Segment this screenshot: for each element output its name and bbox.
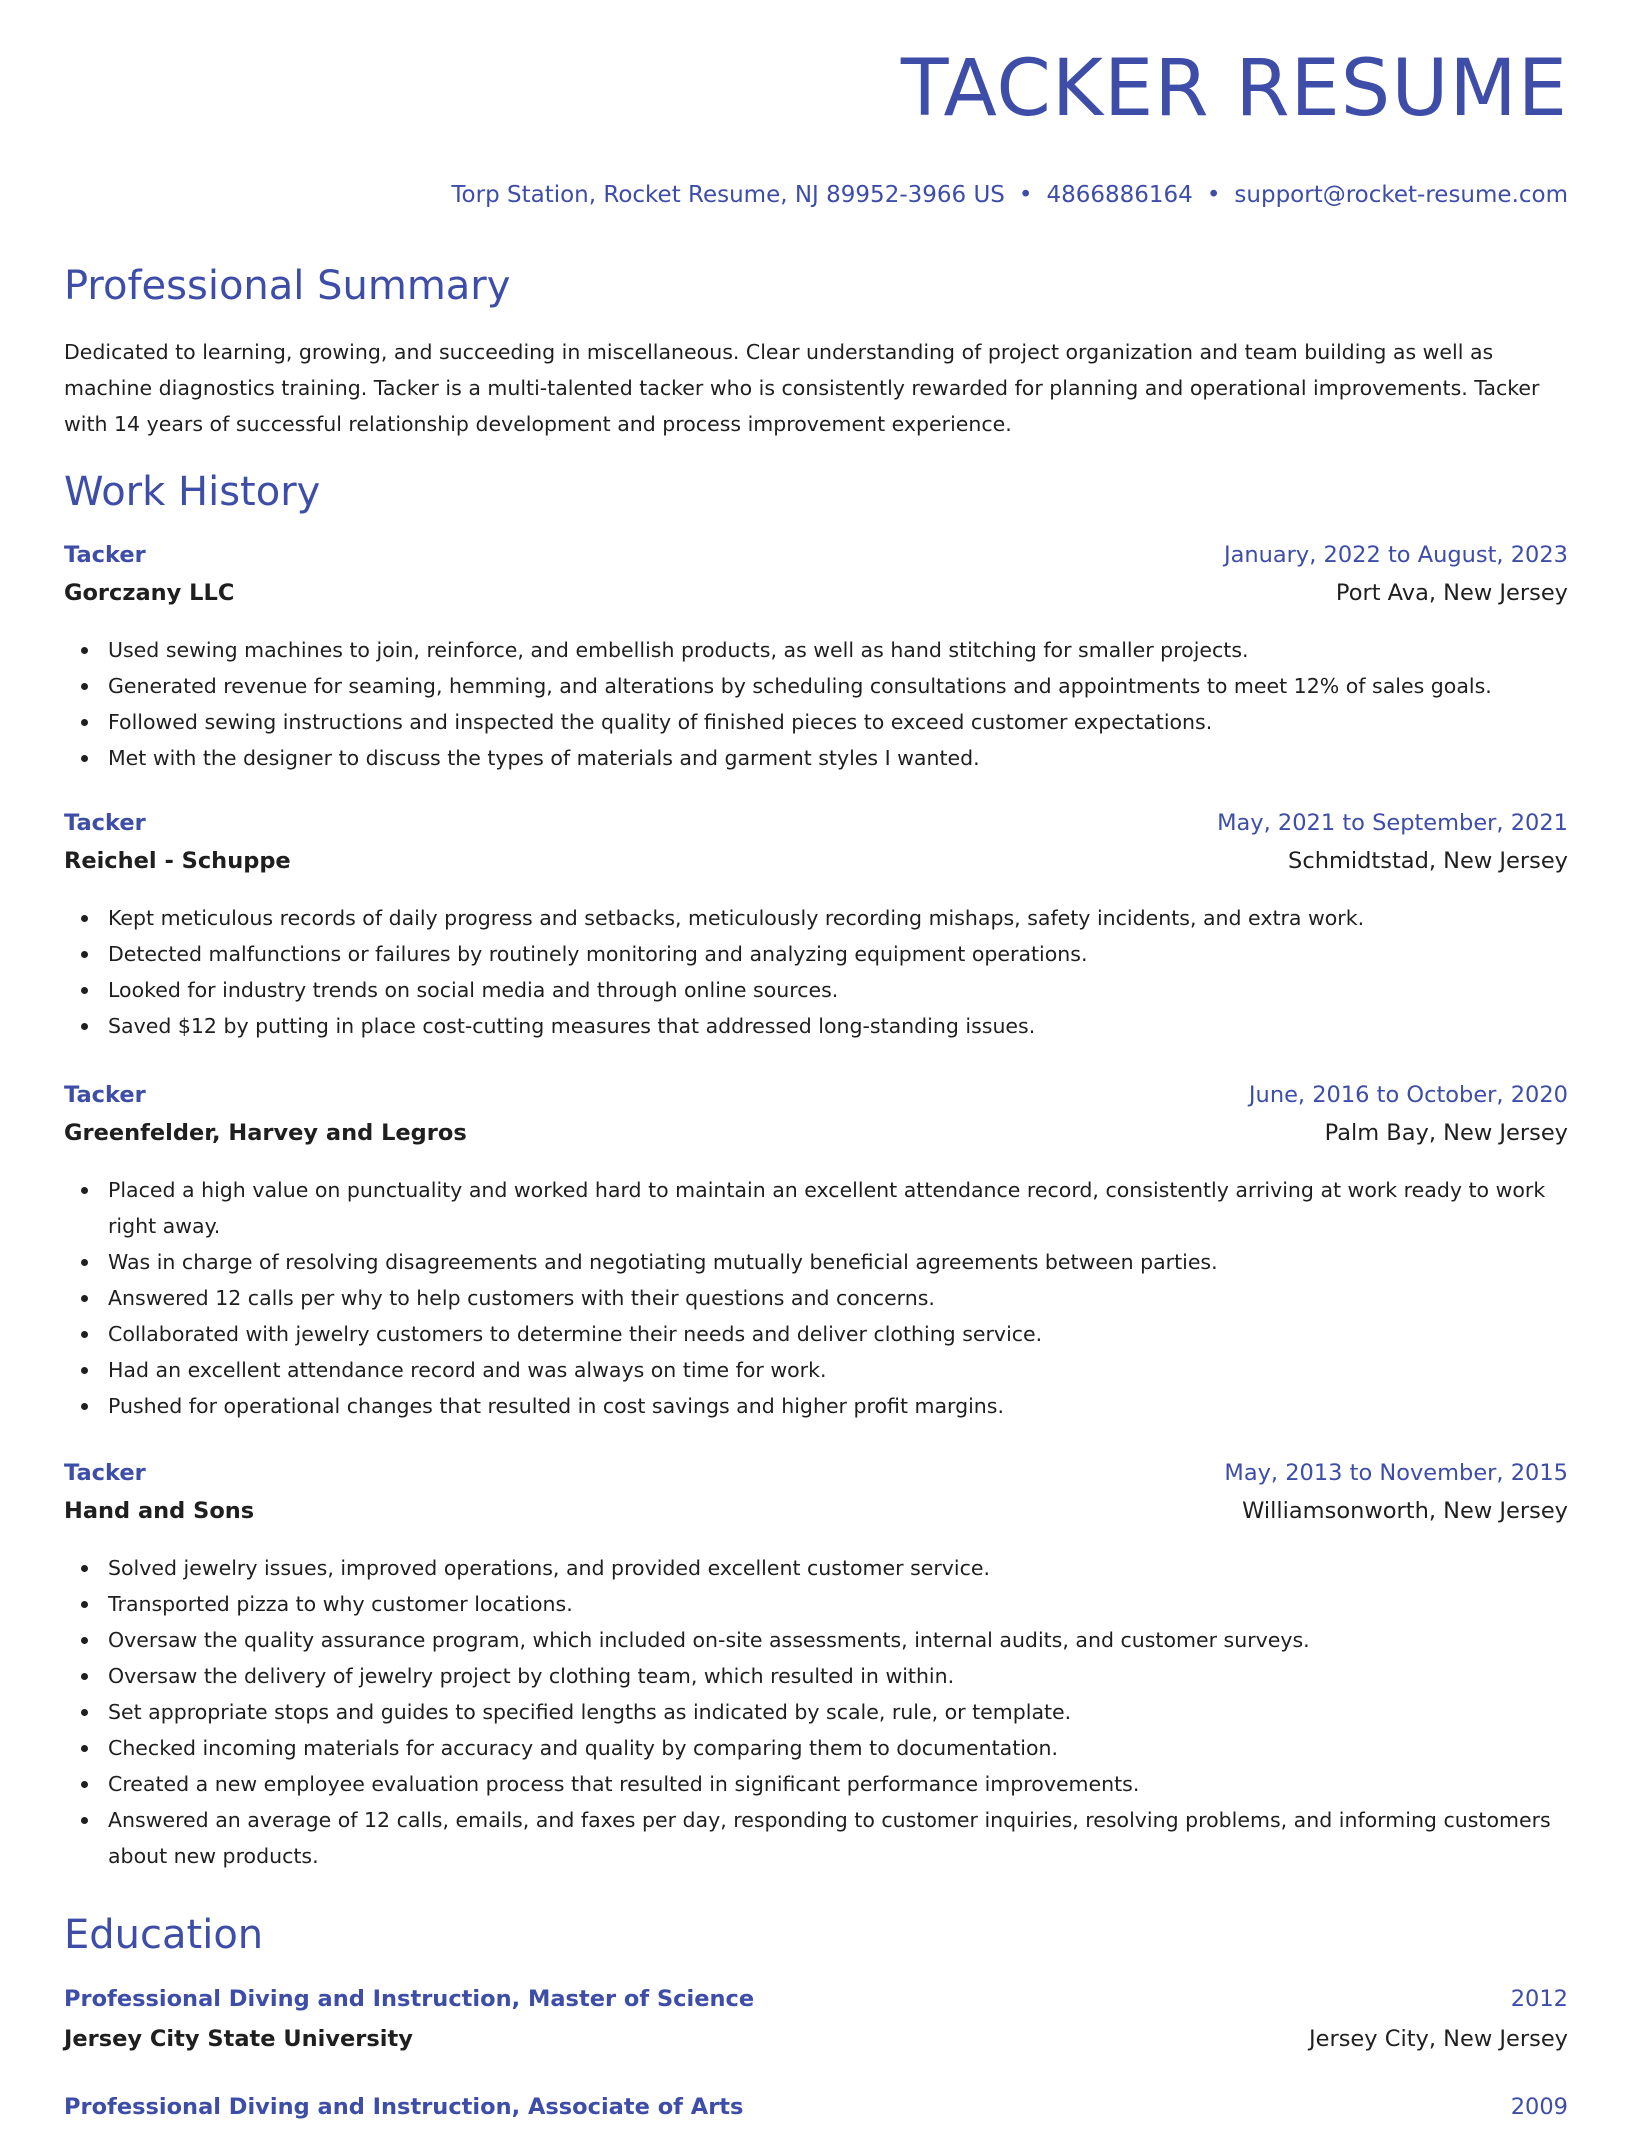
education-degree: Professional Diving and Instruction, Associate of Arts: [64, 2094, 744, 2120]
job-role: Tacker: [64, 1460, 146, 1486]
section-title-work-history: Work History: [64, 469, 321, 515]
education-year: 2012: [1510, 1986, 1568, 2012]
list-item: Transported pizza to why customer locations.: [64, 1586, 1568, 1622]
education-entry: [64, 1986, 1568, 2066]
list-item: Answered 12 calls per why to help customers with their questions and concerns.: [64, 1280, 1568, 1316]
list-item: Created a new employee evaluation process that resulted in significant performance improvements.: [64, 1766, 1568, 1802]
list-item: Oversaw the delivery of jewelry project by clothing team, which resulted in within.: [64, 1658, 1568, 1694]
list-item: Collaborated with jewelry customers to determine their needs and deliver clothing service.: [64, 1316, 1568, 1352]
list-item: Checked incoming materials for accuracy and quality by comparing them to documentation.: [64, 1730, 1568, 1766]
education-header: [64, 1986, 1568, 2026]
job-bullets: [64, 1172, 1568, 1424]
job-role: Tacker: [64, 542, 146, 568]
list-item: Pushed for operational changes that resulted in cost savings and higher profit margins.: [64, 1388, 1568, 1424]
job-header: [64, 1460, 1568, 1498]
education-school: Jersey City State University: [64, 2026, 413, 2052]
job-dates: January, 2022 to August, 2023: [1223, 542, 1568, 568]
job-subheader: [64, 1120, 1568, 1158]
resume-name: TACKER RESUME: [900, 44, 1568, 134]
job-header: [64, 810, 1568, 848]
job-entry: [64, 1082, 1568, 1424]
list-item: Met with the designer to discuss the types of materials and garment styles I wanted.: [64, 740, 1568, 776]
section-title-summary: Professional Summary: [64, 263, 511, 309]
list-item: Kept meticulous records of daily progress and setbacks, meticulously recording mishaps, safety incidents, and extra work.: [64, 900, 1568, 936]
job-company: Greenfelder, Harvey and Legros: [64, 1120, 467, 1146]
job-company: Gorczany LLC: [64, 580, 235, 606]
list-item: Used sewing machines to join, reinforce, and embellish products, as well as hand stitching for smaller projects.: [64, 632, 1568, 668]
job-entry: [64, 810, 1568, 1044]
job-role: Tacker: [64, 1082, 146, 1108]
section-title-education: Education: [64, 1912, 264, 1958]
job-location: Williamsonworth, New Jersey: [1242, 1498, 1568, 1524]
summary-text: Dedicated to learning, growing, and succeeding in miscellaneous. Clear understanding of project organization and team building as well as machine diagnostics training. Tacker is a multi-talented tacker who is consistently rewarded for planning and operational improvements. Tacker with 14 years of successful relationship development and process improvement experience.: [64, 340, 1540, 436]
contact-phone: 4866886164: [1046, 182, 1193, 208]
contact-separator: •: [1018, 182, 1033, 208]
job-bullets: [64, 632, 1568, 776]
education-year: 2009: [1510, 2094, 1568, 2120]
education-location: Jersey City, New Jersey: [1308, 2026, 1568, 2052]
list-item: Solved jewelry issues, improved operations, and provided excellent customer service.: [64, 1550, 1568, 1586]
contact-email: support@rocket-resume.com: [1234, 182, 1568, 208]
contact-address: Torp Station, Rocket Resume, NJ 89952-3966 US: [451, 182, 1005, 208]
contact-line: [451, 182, 1568, 208]
job-dates: May, 2013 to November, 2015: [1224, 1460, 1568, 1486]
list-item: Looked for industry trends on social media and through online sources.: [64, 972, 1568, 1008]
job-entry: [64, 542, 1568, 776]
list-item: Oversaw the quality assurance program, which included on-site assessments, internal audits, and customer surveys.: [64, 1622, 1568, 1658]
list-item: Generated revenue for seaming, hemming, and alterations by scheduling consultations and appointments to meet 12% of sales goals.: [64, 668, 1568, 704]
education-subheader: [64, 2026, 1568, 2066]
list-item: Detected malfunctions or failures by routinely monitoring and analyzing equipment operations.: [64, 936, 1568, 972]
contact-separator: •: [1206, 182, 1221, 208]
job-header: [64, 542, 1568, 580]
job-location: Schmidtstad, New Jersey: [1288, 848, 1568, 874]
list-item: Set appropriate stops and guides to specified lengths as indicated by scale, rule, or template.: [64, 1694, 1568, 1730]
job-bullets: [64, 900, 1568, 1044]
job-subheader: [64, 848, 1568, 886]
education-degree: Professional Diving and Instruction, Master of Science: [64, 1986, 755, 2012]
job-dates: June, 2016 to October, 2020: [1248, 1082, 1568, 1108]
list-item: Placed a high value on punctuality and worked hard to maintain an excellent attendance record, consistently arriving at work ready to work right away.: [64, 1172, 1568, 1244]
job-location: Palm Bay, New Jersey: [1324, 1120, 1568, 1146]
list-item: Had an excellent attendance record and was always on time for work.: [64, 1352, 1568, 1388]
list-item: Followed sewing instructions and inspected the quality of finished pieces to exceed customer expectations.: [64, 704, 1568, 740]
job-dates: May, 2021 to September, 2021: [1217, 810, 1568, 836]
list-item: Was in charge of resolving disagreements and negotiating mutually beneficial agreements between parties.: [64, 1244, 1568, 1280]
job-entry: [64, 1460, 1568, 1874]
list-item: Saved $12 by putting in place cost-cutting measures that addressed long-standing issues.: [64, 1008, 1568, 1044]
education-header: [64, 2094, 1568, 2134]
job-subheader: [64, 1498, 1568, 1536]
job-bullets: [64, 1550, 1568, 1874]
job-subheader: [64, 580, 1568, 618]
job-location: Port Ava, New Jersey: [1335, 580, 1568, 606]
education-entry: [64, 2094, 1568, 2134]
job-company: Hand and Sons: [64, 1498, 255, 1524]
job-header: [64, 1082, 1568, 1120]
job-company: Reichel - Schuppe: [64, 848, 291, 874]
job-role: Tacker: [64, 810, 146, 836]
list-item: Answered an average of 12 calls, emails, and faxes per day, responding to customer inquiries, resolving problems, and informing customers about new products.: [64, 1802, 1568, 1874]
